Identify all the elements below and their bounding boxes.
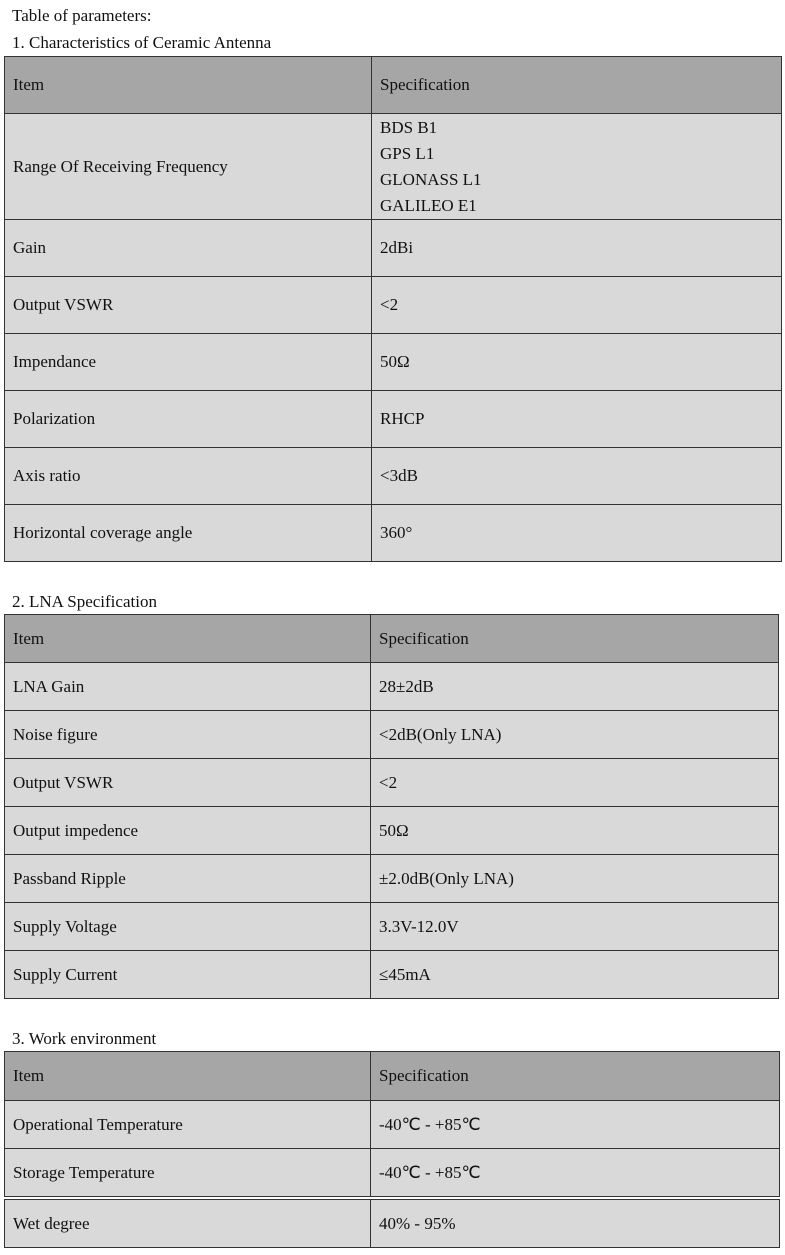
spec-cell: 28±2dB <box>371 663 779 711</box>
header-cell: Specification <box>371 1052 780 1101</box>
spec-cell: <3dB <box>372 448 782 505</box>
table-header <box>5 57 782 114</box>
item-cell: Output VSWR <box>5 277 372 334</box>
item-cell: Horizontal coverage angle <box>5 505 372 562</box>
table-row <box>5 1101 780 1149</box>
table-header <box>5 1052 780 1101</box>
item-cell: Range Of Receiving Frequency <box>5 114 372 220</box>
lna-table <box>4 614 779 999</box>
spec-cell: 50Ω <box>371 807 779 855</box>
freq-value: GALILEO E1 <box>380 195 477 215</box>
spec-cell: -40℃ - +85℃ <box>371 1149 780 1197</box>
spec-cell: 40% - 95% <box>371 1200 780 1248</box>
spec-cell: RHCP <box>372 391 782 448</box>
table-row <box>5 1149 780 1197</box>
table-row <box>5 807 779 855</box>
table-row <box>5 951 779 999</box>
spec-cell: 50Ω <box>372 334 782 391</box>
table-row <box>5 711 779 759</box>
spec-cell: <2 <box>372 277 782 334</box>
table-row <box>5 505 782 562</box>
spec-cell: <2 <box>371 759 779 807</box>
table-row <box>5 277 782 334</box>
item-cell: Wet degree <box>5 1200 371 1248</box>
item-cell: LNA Gain <box>5 663 371 711</box>
table-row <box>5 1200 780 1248</box>
spec-cell: 2dBi <box>372 220 782 277</box>
item-cell: Operational Temperature <box>5 1101 371 1149</box>
item-cell: Output impedence <box>5 807 371 855</box>
table-row <box>5 663 779 711</box>
table-header <box>5 615 779 663</box>
spec-cell: ≤45mA <box>371 951 779 999</box>
section-heading: 3. Work environment <box>12 1029 157 1048</box>
environment-extra-table <box>4 1199 780 1248</box>
item-cell: Supply Current <box>5 951 371 999</box>
spec-cell <box>372 114 782 220</box>
header-cell: Specification <box>371 615 779 663</box>
item-cell: Supply Voltage <box>5 903 371 951</box>
freq-value: BDS B1 <box>380 117 438 137</box>
environment-table <box>4 1051 780 1197</box>
item-cell: Axis ratio <box>5 448 372 505</box>
spec-cell: ±2.0dB(Only LNA) <box>371 855 779 903</box>
table-row <box>5 114 782 220</box>
spec-cell: 360° <box>372 505 782 562</box>
section-heading: 2. LNA Specification <box>12 592 157 611</box>
item-cell: Passband Ripple <box>5 855 371 903</box>
table-row <box>5 903 779 951</box>
table-row <box>5 759 779 807</box>
table-row <box>5 220 782 277</box>
item-cell: Storage Temperature <box>5 1149 371 1197</box>
item-cell: Output VSWR <box>5 759 371 807</box>
page-title: Table of parameters: <box>12 6 152 25</box>
header-cell: Item <box>5 1052 371 1101</box>
item-cell: Polarization <box>5 391 372 448</box>
table-row <box>5 391 782 448</box>
spec-cell: -40℃ - +85℃ <box>371 1101 780 1149</box>
spec-cell: <2dB(Only LNA) <box>371 711 779 759</box>
item-cell: Noise figure <box>5 711 371 759</box>
section-heading: 1. Characteristics of Ceramic Antenna <box>12 33 272 52</box>
header-cell: Specification <box>372 57 782 114</box>
freq-value: GPS L1 <box>380 143 435 163</box>
item-cell: Gain <box>5 220 372 277</box>
table-row <box>5 334 782 391</box>
table-row <box>5 448 782 505</box>
spec-cell: 3.3V-12.0V <box>371 903 779 951</box>
table-row <box>5 855 779 903</box>
header-cell: Item <box>5 615 371 663</box>
item-cell: Impendance <box>5 334 372 391</box>
antenna-table <box>4 56 782 562</box>
header-cell: Item <box>5 57 372 114</box>
freq-value: GLONASS L1 <box>380 169 482 189</box>
